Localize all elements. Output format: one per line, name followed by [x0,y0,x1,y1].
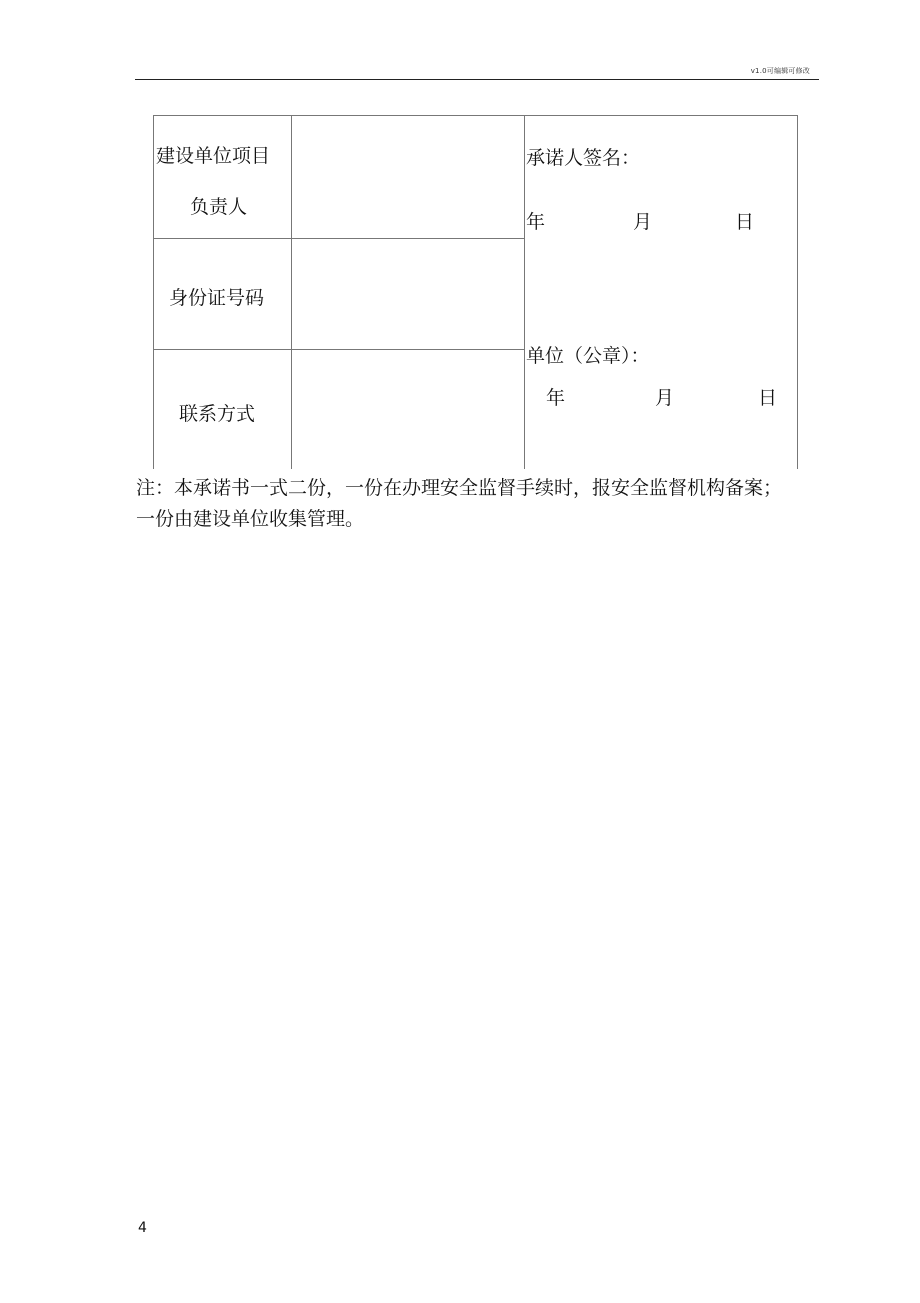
project-leader-value-cell[interactable] [293,116,523,237]
sign-date-year: 年 [526,211,546,233]
unit-seal-label: 单位（公章）： [526,345,650,367]
row-label-project-leader-line1: 建设单位项目 [156,145,271,167]
table-border-right [797,116,798,469]
seal-date-day: 日 [758,387,778,409]
page-number: 4 [138,1220,147,1236]
promisor-signature-label: 承诺人签名： [526,147,641,169]
table-border-left [153,116,154,469]
table-divider-value [524,116,525,469]
footnote: 注：本承诺书一式二份，一份在办理安全监督手续时，报安全监督机构备案；一份由建设单位收集管理。 [136,477,783,530]
row-label-contact: 联系方式 [179,403,256,425]
seal-date-year: 年 [546,387,566,409]
row-divider-1 [153,238,525,239]
contact-value-cell[interactable] [293,351,523,468]
seal-date-month: 月 [655,387,675,409]
sign-date-month: 月 [633,211,653,233]
sign-date-day: 日 [735,211,755,233]
row-label-project-leader-line2: 负责人 [190,196,248,218]
id-number-value-cell[interactable] [293,240,523,348]
table-divider-label [291,116,292,469]
row-label-id-number: 身份证号码 [169,287,265,309]
commitment-form-table [153,115,798,469]
version-note: v1.0可编辑可修改 [750,67,810,75]
row-divider-2 [153,349,525,350]
header-rule [135,79,819,80]
